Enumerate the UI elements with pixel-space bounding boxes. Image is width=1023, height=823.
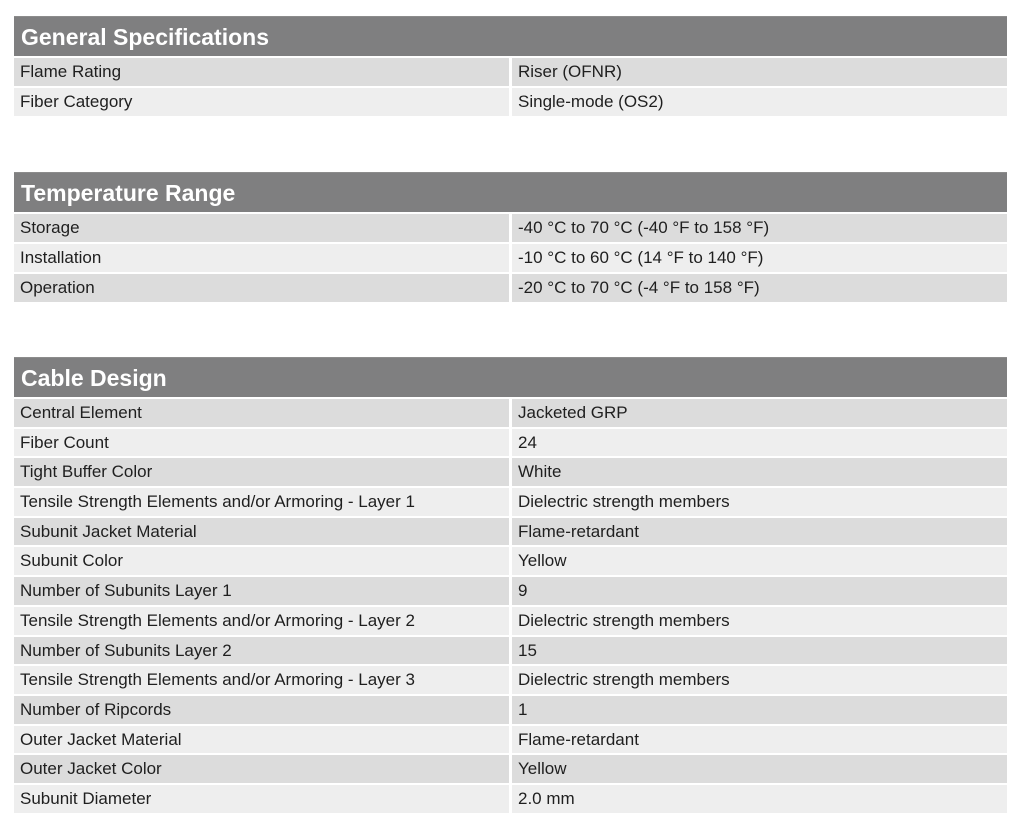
row-value: Flame-retardant — [512, 726, 1007, 754]
row-value: Dielectric strength members — [512, 607, 1007, 635]
row-label: Subunit Jacket Material — [14, 518, 509, 546]
table-row — [14, 399, 1007, 427]
row-label: Tensile Strength Elements and/or Armoring - Layer 1 — [14, 488, 509, 516]
row-label: Subunit Diameter — [14, 785, 509, 813]
row-value: Riser (OFNR) — [512, 58, 1007, 86]
row-value: Jacketed GRP — [512, 399, 1007, 427]
table-row — [14, 637, 1007, 665]
table-row — [14, 214, 1007, 242]
section-title: Cable Design — [14, 357, 1007, 397]
row-value: 1 — [512, 696, 1007, 724]
table-row — [14, 607, 1007, 635]
table-row — [14, 518, 1007, 546]
row-value: -20 °C to 70 °C (-4 °F to 158 °F) — [512, 274, 1007, 302]
row-label: Central Element — [14, 399, 509, 427]
table-row — [14, 726, 1007, 754]
row-value: Yellow — [512, 755, 1007, 783]
section-title: General Specifications — [14, 16, 1007, 56]
table-row — [14, 429, 1007, 457]
row-label: Tight Buffer Color — [14, 458, 509, 486]
row-label: Number of Subunits Layer 2 — [14, 637, 509, 665]
row-label: Outer Jacket Color — [14, 755, 509, 783]
table-row — [14, 274, 1007, 302]
row-value: White — [512, 458, 1007, 486]
table-row — [14, 785, 1007, 813]
row-label: Number of Subunits Layer 1 — [14, 577, 509, 605]
section-title: Temperature Range — [14, 172, 1007, 212]
row-value: Single-mode (OS2) — [512, 88, 1007, 116]
table-row — [14, 547, 1007, 575]
table-row — [14, 755, 1007, 783]
row-label: Installation — [14, 244, 509, 272]
row-value: -10 °C to 60 °C (14 °F to 140 °F) — [512, 244, 1007, 272]
table-row — [14, 244, 1007, 272]
row-value: -40 °C to 70 °C (-40 °F to 158 °F) — [512, 214, 1007, 242]
general-specifications-table — [14, 16, 1007, 118]
row-label: Fiber Category — [14, 88, 509, 116]
row-value: 15 — [512, 637, 1007, 665]
row-value: Dielectric strength members — [512, 488, 1007, 516]
row-value: 24 — [512, 429, 1007, 457]
row-value: Dielectric strength members — [512, 666, 1007, 694]
row-value: 2.0 mm — [512, 785, 1007, 813]
table-row — [14, 458, 1007, 486]
row-label: Number of Ripcords — [14, 696, 509, 724]
row-label: Tensile Strength Elements and/or Armoring - Layer 2 — [14, 607, 509, 635]
row-value: Flame-retardant — [512, 518, 1007, 546]
row-label: Outer Jacket Material — [14, 726, 509, 754]
table-row — [14, 577, 1007, 605]
cable-design-table — [14, 357, 1007, 815]
row-label: Flame Rating — [14, 58, 509, 86]
row-label: Operation — [14, 274, 509, 302]
row-value: 9 — [512, 577, 1007, 605]
row-value: Yellow — [512, 547, 1007, 575]
table-row — [14, 58, 1007, 86]
row-label: Storage — [14, 214, 509, 242]
table-row — [14, 696, 1007, 724]
temperature-range-table — [14, 172, 1007, 304]
table-row — [14, 488, 1007, 516]
table-row — [14, 88, 1007, 116]
row-label: Fiber Count — [14, 429, 509, 457]
table-row — [14, 666, 1007, 694]
row-label: Tensile Strength Elements and/or Armoring - Layer 3 — [14, 666, 509, 694]
row-label: Subunit Color — [14, 547, 509, 575]
